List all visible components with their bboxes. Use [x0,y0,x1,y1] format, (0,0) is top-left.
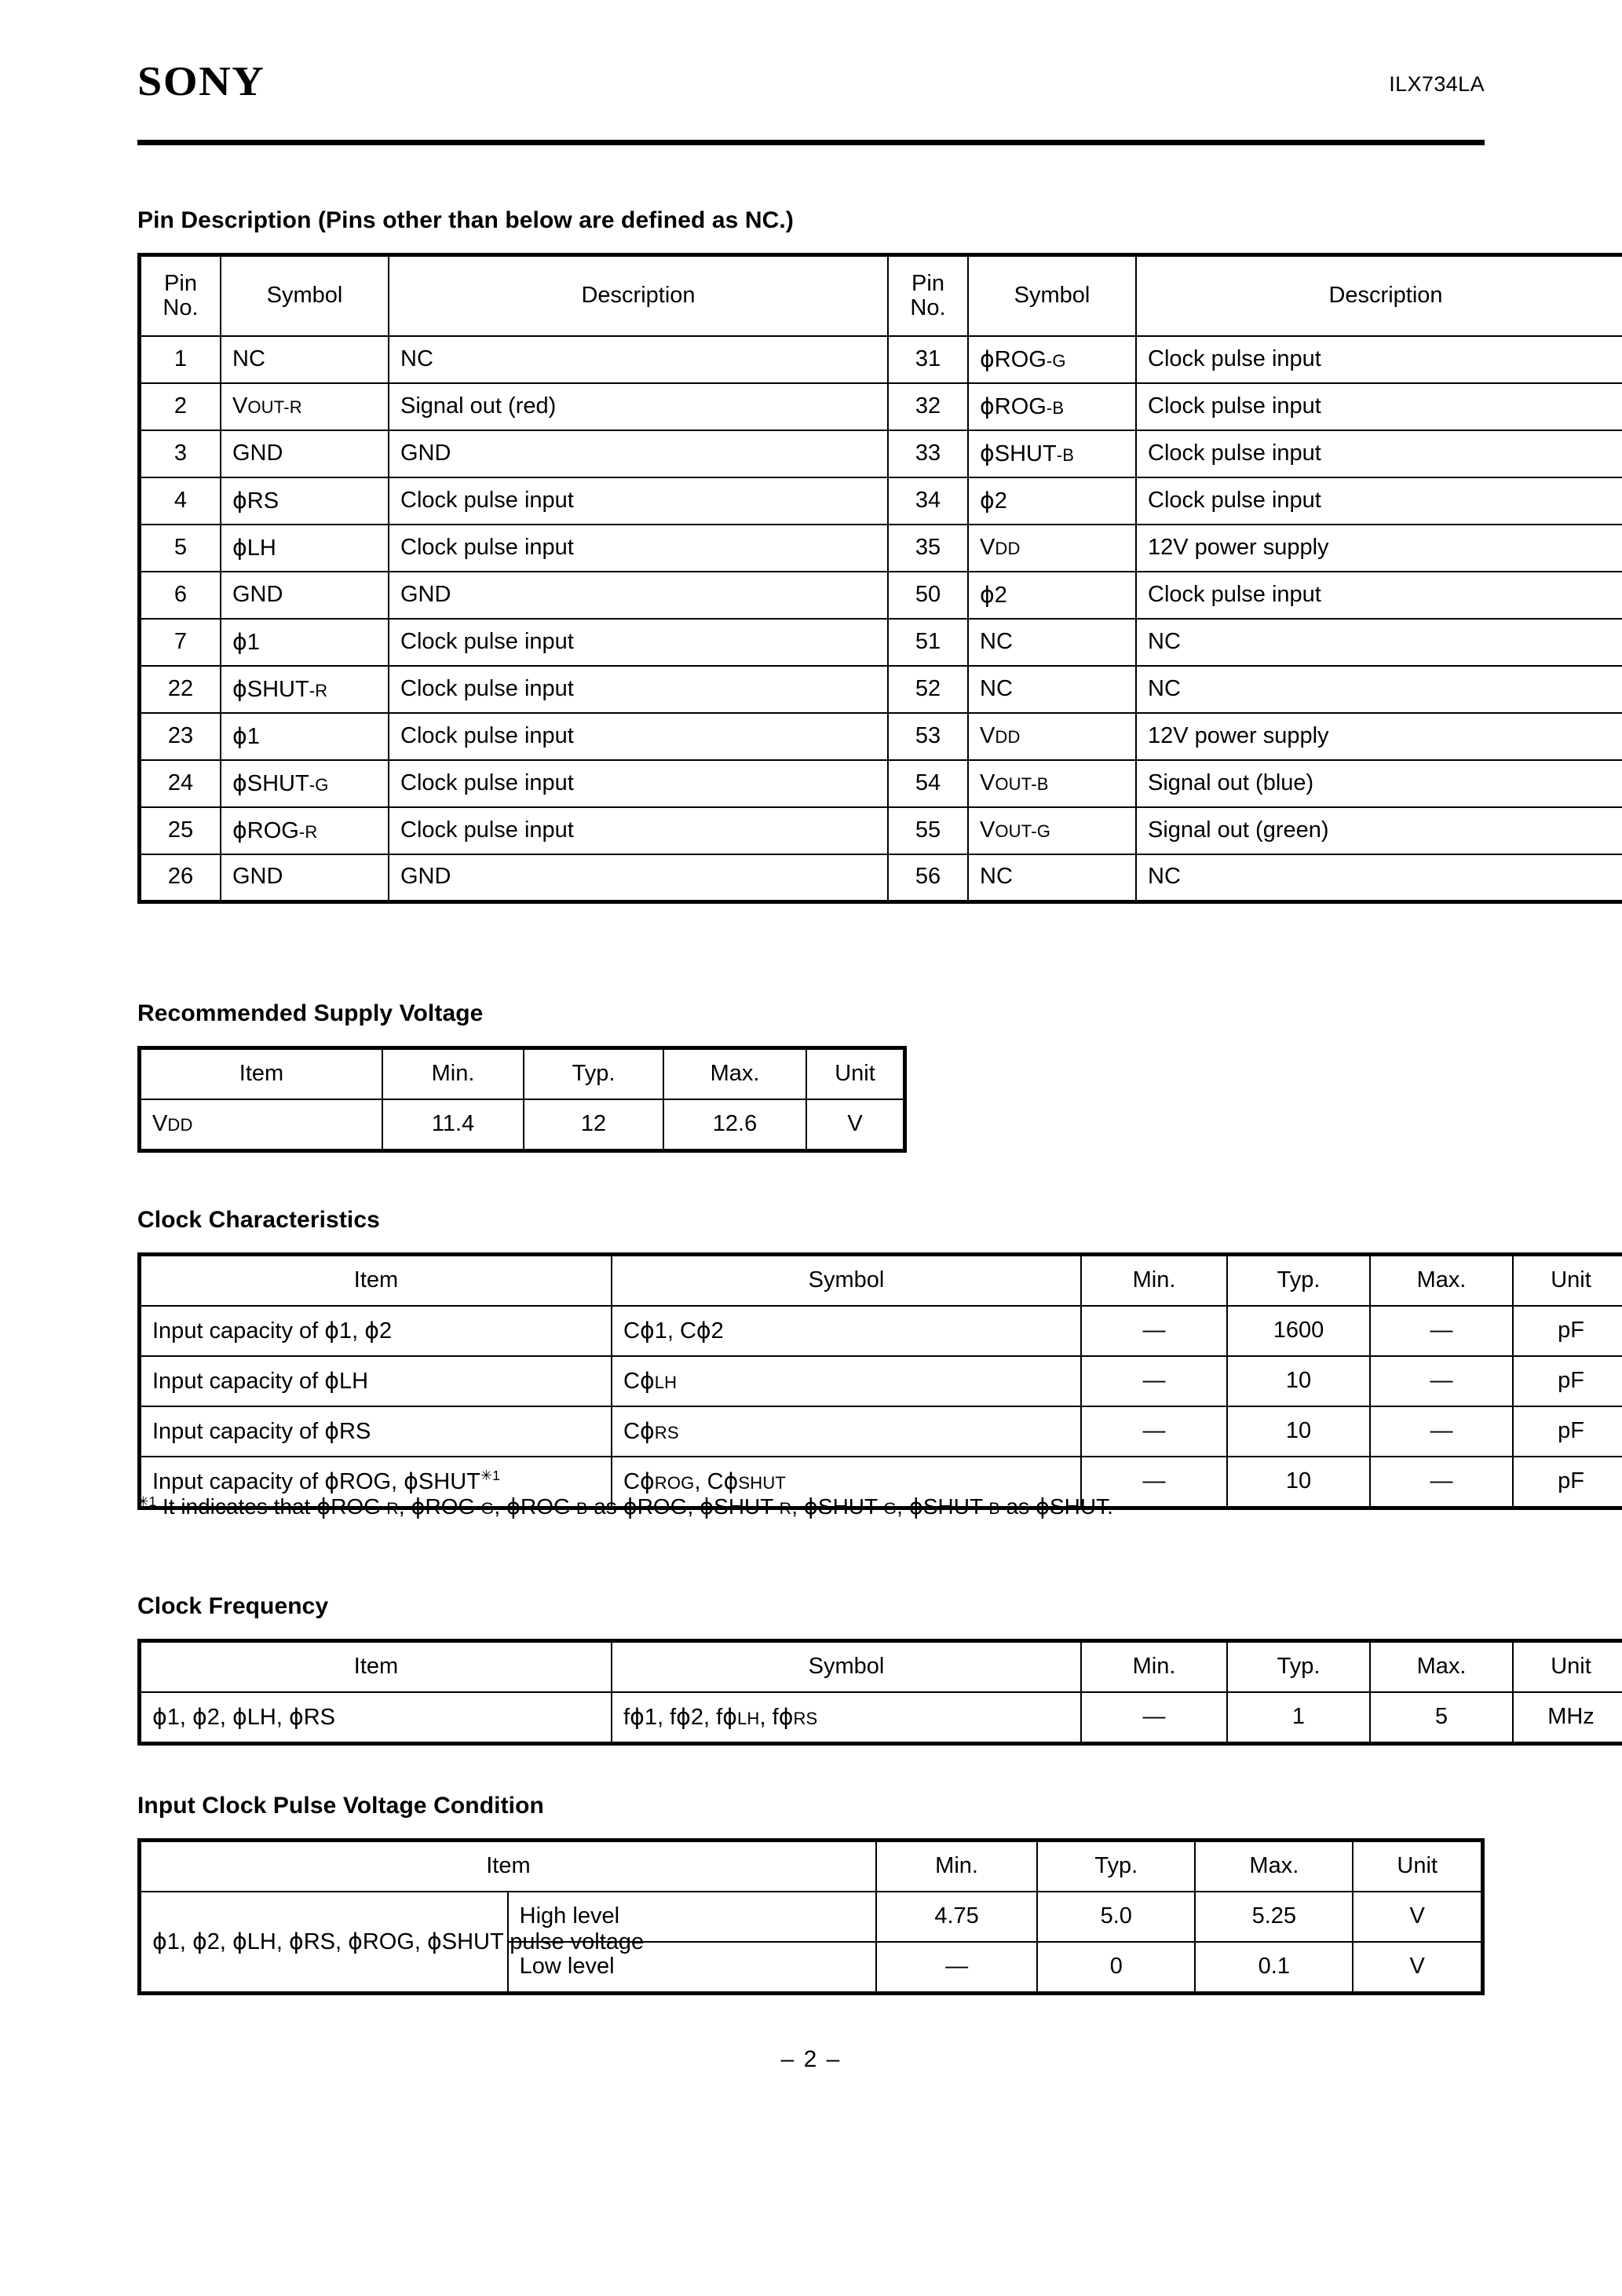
table-row [140,1892,1483,1942]
cell-max: — [1370,1457,1513,1508]
clock-characteristics-footnote: $^{✳1}$ It indicates that ϕROG-R, ϕROG-G, ϕROG-B as ϕROG, ϕSHUT-R, ϕSHUT-G, ϕSHUT-B as ϕSHUT. [137,1493,1113,1519]
cell-item: Input capacity of ϕLH [140,1356,612,1406]
cell-item: Input capacity of ϕ1, ϕ2 [140,1306,612,1356]
cell-max: 0.1 [1195,1942,1353,1994]
recommended-supply-voltage-table [137,1046,907,1153]
column-header-min: Min. [382,1048,524,1100]
cell-item: ϕ1, ϕ2, ϕLH, ϕRS, ϕROG, ϕSHUT pulse voltage [140,1892,508,1994]
cell-symbol-right: NC [968,854,1136,901]
table-header-row [140,1841,1483,1892]
cell-symbol-right: ϕROG-B [968,383,1136,430]
cell-pin-no-right: 32 [888,383,968,430]
table-row [140,1306,1622,1356]
cell-pin-no-right: 50 [888,572,968,619]
input-clock-pulse-voltage-condition-title: Input Clock Pulse Voltage Condition [137,1793,544,1819]
cell-pin-no-right: 35 [888,525,968,572]
cell-pin-no-left: 5 [140,525,221,572]
cell-description-right: NC [1136,619,1622,666]
column-header-min: Min. [876,1841,1037,1892]
column-header-unit: Unit [1353,1841,1482,1892]
table-row [140,854,1622,901]
cell-description-left: Clock pulse input [389,666,888,713]
cell-description-left: Clock pulse input [389,619,888,666]
cell-symbol-right: VOUT-B [968,760,1136,807]
cell-description-left: Clock pulse input [389,807,888,854]
clock-characteristics-table [137,1252,1622,1510]
cell-min: — [876,1942,1037,1994]
cell-pin-no-left: 26 [140,854,221,901]
cell-description-left: Signal out (red) [389,383,888,430]
cell-typ: 5.0 [1037,1892,1195,1942]
cell-symbol-left: ϕROG-R [221,807,389,854]
cell-symbol-left: GND [221,854,389,901]
cell-max: — [1370,1306,1513,1356]
cell-symbol-right: VDD [968,713,1136,760]
column-header-description-left: Description [389,255,888,337]
cell-symbol-right: ϕ2 [968,477,1136,525]
cell-symbol-left: ϕ1 [221,619,389,666]
cell-description-right: Clock pulse input [1136,383,1622,430]
cell-pin-no-left: 3 [140,430,221,477]
cell-max: — [1370,1356,1513,1406]
cell-description-right: Clock pulse input [1136,336,1622,383]
cell-item: Input capacity of ϕROG, ϕSHUT$^{✳1}$ [140,1457,612,1508]
cell-symbol: CϕROG, CϕSHUT [612,1457,1081,1508]
table-header-row [140,255,1622,337]
cell-symbol-left: ϕ1 [221,713,389,760]
cell-item: VDD [140,1099,383,1151]
cell-pin-no-right: 56 [888,854,968,901]
cell-symbol-left: ϕLH [221,525,389,572]
cell-typ: 0 [1037,1942,1195,1994]
cell-unit: pF [1513,1306,1622,1356]
column-header-max: Max. [663,1048,806,1100]
column-header-item: Item [140,1841,876,1892]
column-header-description-right: Description [1136,255,1622,337]
page-header [137,61,1485,148]
pin-description-table [137,253,1622,904]
cell-item: ϕ1, ϕ2, ϕLH, ϕRS [140,1692,612,1744]
cell-description-left: Clock pulse input [389,760,888,807]
table-row [140,1356,1622,1406]
column-header-unit: Unit [1513,1255,1622,1307]
cell-pin-no-left: 1 [140,336,221,383]
cell-description-right: Clock pulse input [1136,477,1622,525]
cell-min: — [1081,1306,1227,1356]
table-row [140,572,1622,619]
cell-max: — [1370,1406,1513,1457]
header-divider [137,140,1485,145]
cell-symbol: CϕRS [612,1406,1081,1457]
cell-pin-no-left: 25 [140,807,221,854]
cell-pin-no-left: 6 [140,572,221,619]
cell-min: 4.75 [876,1892,1037,1942]
cell-symbol-right: ϕROG-G [968,336,1136,383]
column-header-unit: Unit [806,1048,905,1100]
cell-description-left: Clock pulse input [389,477,888,525]
table-row [140,1692,1622,1744]
cell-description-right: Clock pulse input [1136,430,1622,477]
cell-symbol-right: ϕSHUT-B [968,430,1136,477]
column-header-typ: Typ. [1227,1641,1370,1693]
table-row [140,807,1622,854]
cell-description-right: Clock pulse input [1136,572,1622,619]
cell-min: — [1081,1692,1227,1744]
cell-unit: pF [1513,1356,1622,1406]
pin-description-title: Pin Description (Pins other than below are defined as NC.) [137,207,794,233]
column-header-symbol-right: Symbol [968,255,1136,337]
cell-symbol-left: ϕRS [221,477,389,525]
column-header-max: Max. [1195,1841,1353,1892]
table-row [140,666,1622,713]
cell-max: 5 [1370,1692,1513,1744]
cell-typ: 1 [1227,1692,1370,1744]
cell-pin-no-right: 51 [888,619,968,666]
cell-min: — [1081,1406,1227,1457]
part-number: ILX734LA [1389,72,1485,96]
cell-pin-no-right: 53 [888,713,968,760]
column-header-item: Item [140,1641,612,1693]
table-row [140,336,1622,383]
cell-item: Input capacity of ϕRS [140,1406,612,1457]
cell-symbol-left: GND [221,572,389,619]
column-header-min: Min. [1081,1641,1227,1693]
table-header-row [140,1255,1622,1307]
cell-unit: pF [1513,1457,1622,1508]
cell-symbol-right: NC [968,619,1136,666]
cell-symbol-left: GND [221,430,389,477]
clock-characteristics-title: Clock Characteristics [137,1207,380,1233]
cell-pin-no-right: 54 [888,760,968,807]
cell-unit: V [806,1099,905,1151]
column-header-item: Item [140,1255,612,1307]
table-row [140,760,1622,807]
cell-pin-no-left: 24 [140,760,221,807]
sony-logo: SONY [137,59,265,104]
cell-pin-no-left: 7 [140,619,221,666]
cell-description-left: Clock pulse input [389,525,888,572]
column-header-unit: Unit [1513,1641,1622,1693]
column-header-max: Max. [1370,1641,1513,1693]
table-row [140,619,1622,666]
column-header-symbol: Symbol [612,1255,1081,1307]
cell-description-left: NC [389,336,888,383]
cell-pin-no-left: 2 [140,383,221,430]
cell-max: 5.25 [1195,1892,1353,1942]
input-clock-pulse-voltage-condition-table [137,1838,1485,1995]
table-header-row [140,1641,1622,1693]
cell-pin-no-left: 23 [140,713,221,760]
column-header-symbol: Symbol [612,1641,1081,1693]
cell-description-right: 12V power supply [1136,713,1622,760]
cell-description-left: GND [389,572,888,619]
clock-frequency-title: Clock Frequency [137,1593,329,1619]
cell-description-right: Signal out (blue) [1136,760,1622,807]
column-header-max: Max. [1370,1255,1513,1307]
table-row [140,1099,905,1151]
cell-typ: 10 [1227,1457,1370,1508]
table-row [140,477,1622,525]
cell-level: Low level [508,1942,876,1994]
cell-symbol-left: ϕSHUT-R [221,666,389,713]
cell-min: — [1081,1356,1227,1406]
table-row [140,713,1622,760]
cell-min: — [1081,1457,1227,1508]
recommended-supply-voltage-title: Recommended Supply Voltage [137,1000,484,1026]
cell-description-left: Clock pulse input [389,713,888,760]
cell-symbol: Cϕ1, Cϕ2 [612,1306,1081,1356]
cell-unit: MHz [1513,1692,1622,1744]
cell-min: 11.4 [382,1099,524,1151]
cell-symbol-left: NC [221,336,389,383]
cell-symbol-right: VDD [968,525,1136,572]
cell-typ: 12 [524,1099,663,1151]
cell-pin-no-left: 22 [140,666,221,713]
cell-pin-no-right: 34 [888,477,968,525]
column-header-typ: Typ. [524,1048,663,1100]
column-header-item: Item [140,1048,383,1100]
cell-pin-no-right: 31 [888,336,968,383]
table-row [140,383,1622,430]
cell-pin-no-left: 4 [140,477,221,525]
cell-description-right: 12V power supply [1136,525,1622,572]
cell-symbol-right: NC [968,666,1136,713]
cell-typ: 10 [1227,1356,1370,1406]
cell-symbol-left: VOUT-R [221,383,389,430]
cell-description-right: NC [1136,666,1622,713]
clock-frequency-table [137,1639,1622,1746]
cell-pin-no-right: 55 [888,807,968,854]
cell-max: 12.6 [663,1099,806,1151]
column-header-min: Min. [1081,1255,1227,1307]
cell-symbol-right: ϕ2 [968,572,1136,619]
cell-unit: V [1353,1892,1482,1942]
column-header-symbol-left: Symbol [221,255,389,337]
column-header-pin-no-left: Pin No. [140,255,221,337]
table-row [140,430,1622,477]
column-header-typ: Typ. [1227,1255,1370,1307]
cell-description-left: GND [389,854,888,901]
cell-pin-no-right: 52 [888,666,968,713]
cell-unit: pF [1513,1406,1622,1457]
column-header-pin-no-right: Pin No. [888,255,968,337]
cell-unit: V [1353,1942,1482,1994]
cell-typ: 1600 [1227,1306,1370,1356]
cell-symbol-right: VOUT-G [968,807,1136,854]
table-header-row [140,1048,905,1100]
cell-description-left: GND [389,430,888,477]
cell-symbol: CϕLH [612,1356,1081,1406]
cell-typ: 10 [1227,1406,1370,1457]
cell-description-right: NC [1136,854,1622,901]
cell-symbol: fϕ1, fϕ2, fϕLH, fϕRS [612,1692,1081,1744]
cell-symbol-left: ϕSHUT-G [221,760,389,807]
column-header-typ: Typ. [1037,1841,1195,1892]
cell-pin-no-right: 33 [888,430,968,477]
cell-description-right: Signal out (green) [1136,807,1622,854]
table-row [140,525,1622,572]
table-row [140,1406,1622,1457]
page-number: – 2 – [780,2046,842,2072]
cell-level: High level [508,1892,876,1942]
